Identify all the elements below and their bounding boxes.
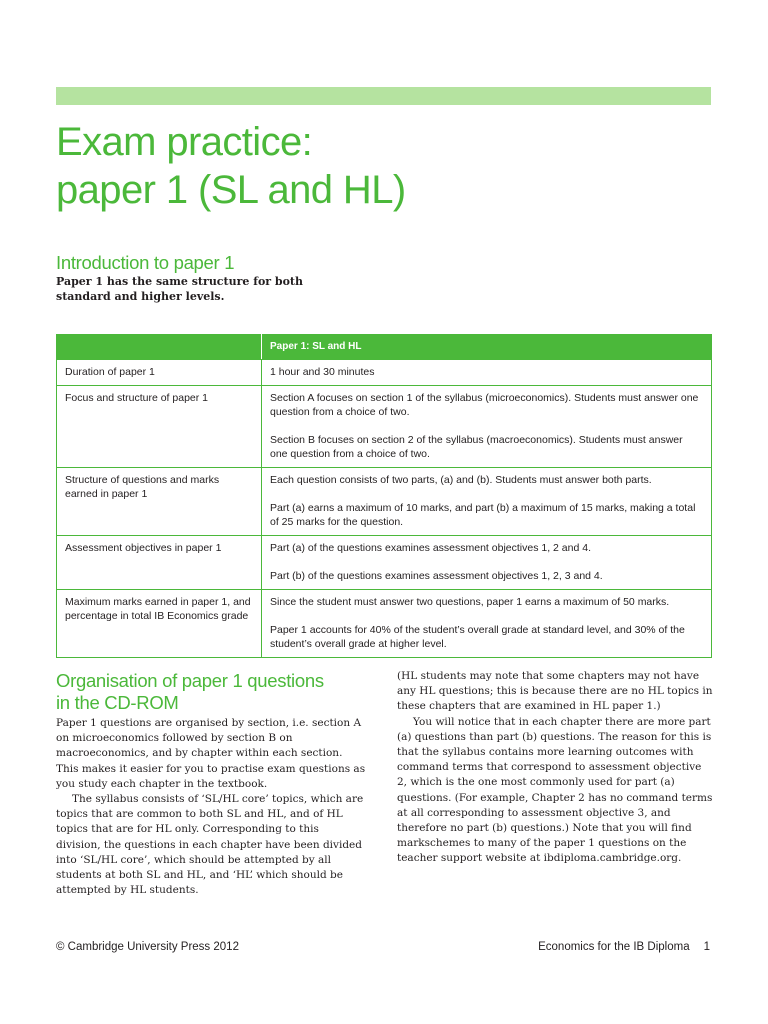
- body-paragraph: You will notice that in each chapter there are more part (a) questions than part (b) questions. The reason for this is that the syllabus contains more learning outcomes with command terms that correspond to assessment objective 2, which is the one most commonly used for part (a) questions. (For example, Chapter 2 has no command terms at all corresponding to assessment objective 3, and therefore no part (b) questions.) Note that you will find markschemes to many of the paper 1 questions on the teacher support website at ibdiploma.cambridge.org.: [397, 715, 713, 865]
- table-header-paper1: Paper 1: SL and HL: [262, 335, 712, 360]
- row-content: [262, 468, 712, 536]
- intro-heading: Introduction to paper 1: [56, 252, 235, 273]
- body-paragraph: Paper 1 questions are organised by section, i.e. section A on microeconomics followed by section B on macroeconomics, and by chapter within each section. This makes it easier for you to practise exam questions as you study each chapter in the textbook.: [56, 717, 366, 790]
- intro-text: Paper 1 has the same structure for both standard and higher levels.: [56, 275, 304, 303]
- table-row: [57, 590, 712, 658]
- right-column: [397, 669, 713, 867]
- row-paragraph: Each question consists of two parts, (a) and (b). Students must answer both parts.: [270, 474, 652, 486]
- page-number: 1: [703, 941, 710, 953]
- row-paragraph: Paper 1 accounts for 40% of the student’s overall grade at standard level, and 30% of the student’s overall grade at higher level.: [270, 624, 685, 650]
- row-content: [262, 590, 712, 658]
- row-paragraph: Part (a) of the questions examines assessment objectives 1, 2 and 4.: [270, 542, 592, 554]
- paper1-structure-table: [56, 334, 712, 658]
- row-paragraph: Section B focuses on section 2 of the syllabus (macroeconomics). Students must answer one question from a choice of two.: [270, 434, 683, 460]
- table-row: [57, 468, 712, 536]
- row-content: [262, 386, 712, 468]
- row-paragraph: 1 hour and 30 minutes: [270, 366, 375, 378]
- table-header-blank: [57, 335, 262, 360]
- table-header-row: [57, 335, 712, 360]
- organisation-heading: [56, 670, 366, 714]
- table-row: [57, 386, 712, 468]
- footer-copyright: © Cambridge University Press 2012: [56, 941, 239, 953]
- page-title-line1: Exam practice:: [56, 120, 313, 164]
- organisation-heading-line2: in the CD-ROM: [56, 692, 179, 713]
- left-column: [56, 670, 366, 898]
- table-row: [57, 536, 712, 590]
- body-paragraph: (HL students may note that some chapters may not have any HL questions; this is because there are no HL topics in these chapters that are examined in HL paper 1.): [397, 670, 713, 713]
- row-label: Duration of paper 1: [57, 360, 262, 386]
- row-label: Structure of questions and marks earned in paper 1: [57, 468, 262, 536]
- row-content: [262, 536, 712, 590]
- row-paragraph: Part (b) of the questions examines assessment objectives 1, 2, 3 and 4.: [270, 570, 603, 582]
- page-title: [56, 118, 706, 214]
- footer-book-title: Economics for the IB Diploma: [538, 941, 690, 953]
- page-title-line2: paper 1 (SL and HL): [56, 168, 406, 212]
- body-paragraph: The syllabus consists of ‘SL/HL core’ topics, which are topics that are common to both SL and HL, and of HL topics that are for HL only. Corresponding to this division, the questions in each chapter have been divided into ‘SL/HL core’, which should be attempted by all students at both SL and HL, and ‘HL’ which should be attempted by HL students.: [56, 793, 364, 897]
- header-decorative-bar: [56, 87, 711, 105]
- row-paragraph: Since the student must answer two questions, paper 1 earns a maximum of 50 marks.: [270, 596, 670, 608]
- row-content: [262, 360, 712, 386]
- row-label: Maximum marks earned in paper 1, and percentage in total IB Economics grade: [57, 590, 262, 658]
- footer-book-info: [538, 941, 710, 953]
- organisation-heading-line1: Organisation of paper 1 questions: [56, 670, 324, 691]
- row-label: Focus and structure of paper 1: [57, 386, 262, 468]
- table-row: [57, 360, 712, 386]
- row-paragraph: Section A focuses on section 1 of the syllabus (microeconomics). Students must answer one question from a choice of two.: [270, 392, 699, 418]
- row-paragraph: Part (a) earns a maximum of 10 marks, and part (b) a maximum of 15 marks, making a total of 25 marks for the question.: [270, 502, 696, 528]
- row-label: Assessment objectives in paper 1: [57, 536, 262, 590]
